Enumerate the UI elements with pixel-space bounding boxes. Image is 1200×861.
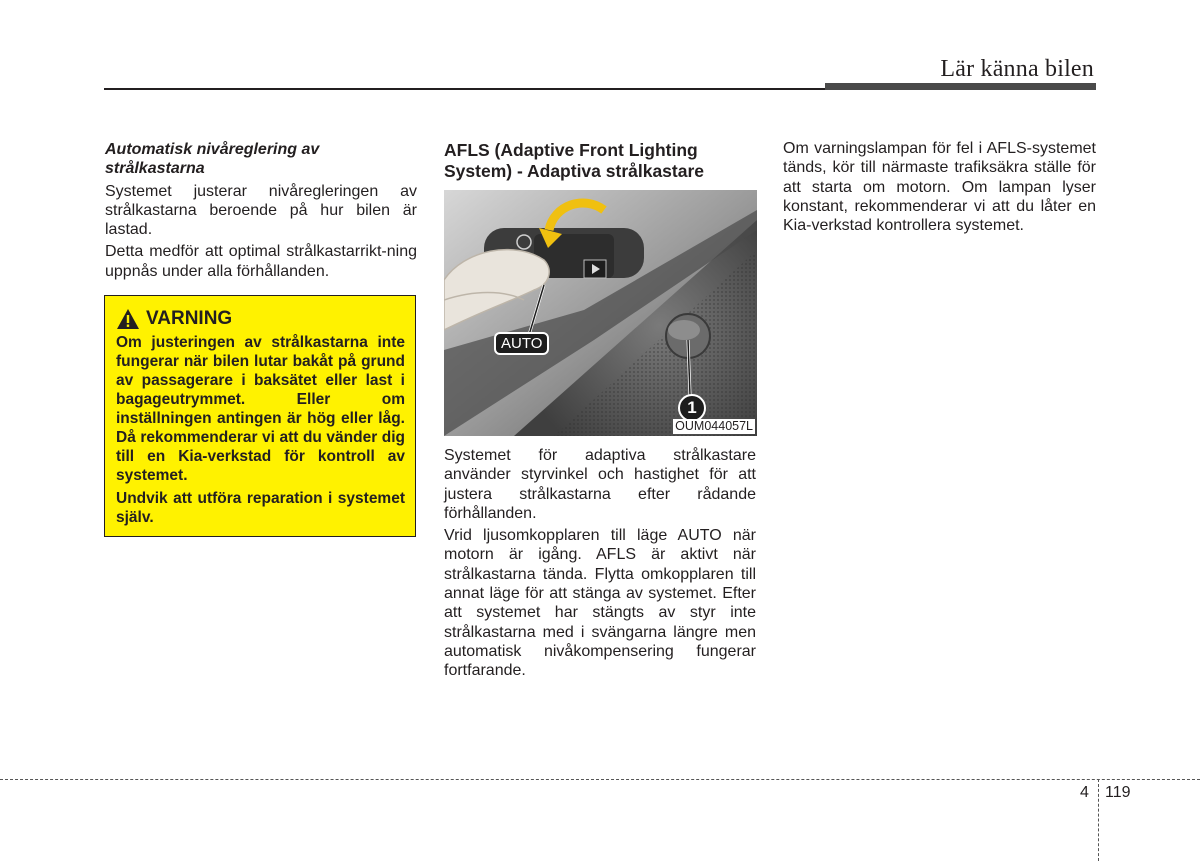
auto-position-label: AUTO <box>494 332 549 355</box>
warning-header <box>116 308 405 330</box>
warning-paragraph: Undvik att utföra reparation i systemet själv. <box>116 490 405 526</box>
header-rule <box>104 88 826 90</box>
footer-rule <box>0 779 1200 780</box>
header-accent-bar <box>825 83 1096 90</box>
paragraph: Detta medför att optimal strålkastarrikt-ning uppnås under alla förhållanden. <box>105 243 417 280</box>
afls-description <box>444 446 756 681</box>
paragraph: Systemet justerar nivåregleringen av strålkastarna beroende på hur bilen är lastad. <box>105 182 417 239</box>
right-column <box>783 139 1096 235</box>
paragraph: Vrid ljusomkopplaren till läge AUTO när motorn är igång. AFLS är aktivt när strålkastarna tända. Flytta omkopplaren till annat läge för att stänga av systemet. Efter att systemet har stängts av styr inte strålkastarna med i svängarna längre men automatisk nivåkompensering fungerar fortfarande. <box>444 527 756 680</box>
page-header-title: Lär känna bilen <box>940 56 1094 82</box>
warning-title: VARNING <box>146 308 233 329</box>
callout-number: 1 <box>678 394 706 422</box>
paragraph: Systemet för adaptiva strålkastare använder styrvinkel och hastighet för att justera strålkastarna efter rådande förhållanden. <box>444 447 756 522</box>
left-column <box>105 140 417 281</box>
warning-box <box>104 295 416 537</box>
warning-paragraph: Om justeringen av strålkastarna inte fungerar när bilen lutar bakåt på grund av passagerare i baksätet eller last i bagageutrymmet. Eller om inställningen antingen är hög eller låg. Då rekommenderar vi att du vänder dig till en Kia-verkstad för kontroll av systemet. <box>116 334 405 484</box>
headlight-switch-figure <box>444 190 757 436</box>
paragraph: Om varningslampan för fel i AFLS-systemet tänds, kör till närmaste trafiksäkra ställe för att starta om motorn. Om lampan lyser konstant, rekommenderar vi att du låter en Kia-verkstad kontrollera systemet. <box>783 140 1096 235</box>
figure-caption: OUM044057L <box>675 419 753 433</box>
headlight-switch-illustration <box>444 190 757 436</box>
warning-triangle-icon <box>116 308 140 330</box>
footer-divider <box>1098 779 1099 861</box>
subheading-auto-leveling: Automatisk nivåreglering av strålkastarna <box>105 141 320 178</box>
page-number: 119 <box>1105 784 1131 801</box>
chapter-number: 4 <box>1080 784 1089 801</box>
section-title-afls: AFLS (Adaptive Front Lighting System) - Adaptiva strålkastare <box>444 140 705 181</box>
